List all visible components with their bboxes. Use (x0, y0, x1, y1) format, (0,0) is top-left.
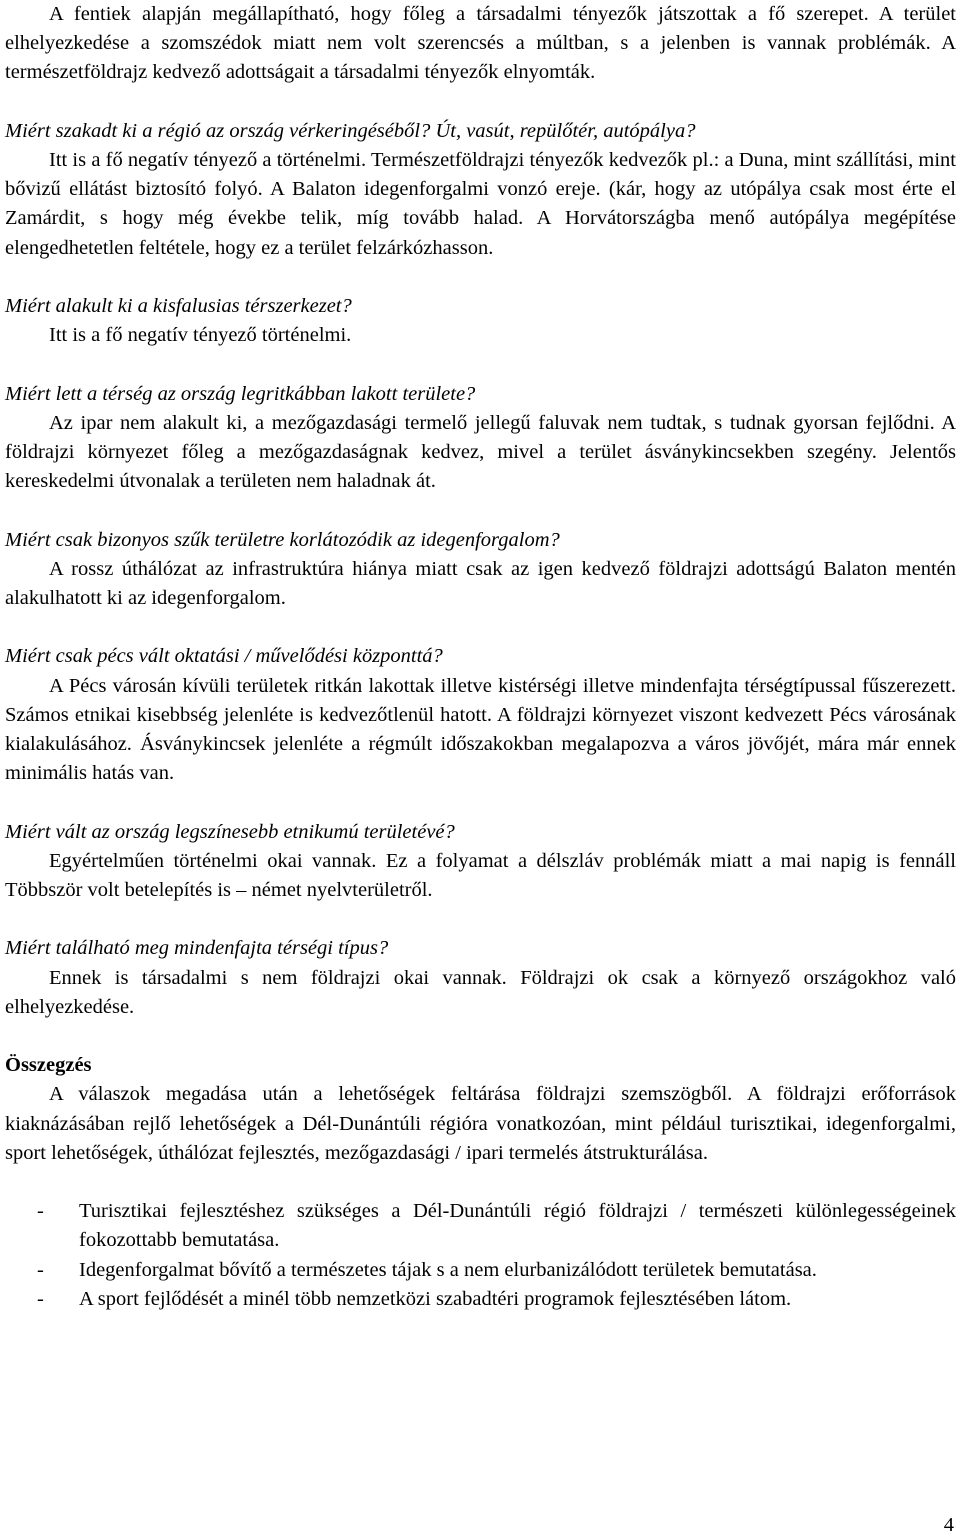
list-item (5, 1285, 956, 1314)
question-7: Miért található meg mindenfajta térségi típus? (5, 937, 389, 960)
list-item-text: Turisztikai fejlesztéshez szükséges a Dél-Dunántúli régió földrajzi / természeti különlegességeinek fokozottabb bemutatása. (79, 1200, 956, 1252)
question-5: Miért csak pécs vált oktatási / művelődési központtá? (5, 645, 443, 668)
question-2: Miért alakult ki a kisfalusias térszerkezet? (5, 295, 352, 317)
intro-paragraph: A fentiek alapján megállapítható, hogy főleg a társadalmi tényezők játszottak a fő szerepet. A terület elhelyezkedése a szomszédok miatt nem volt szerencsés a múltban, s a jelenben is vannak problémák. A természetföldrajz kedvező adottságait a társadalmi tényezők elnyomták. (5, 3, 956, 84)
question-1: Miért szakadt ki a régió az ország vérkeringéséből? Út, vasút, repülőtér, autópálya? (5, 119, 696, 142)
answer-7: Ennek is társadalmi s nem földrajzi okai vannak. Földrajzi ok csak a környező országokhoz való elhelyezkedése. (5, 966, 956, 1018)
list-item-text: Idegenforgalmat bővítő a természetes tájak s a nem elurbanizálódott területek bemutatása. (79, 1258, 817, 1281)
list-bullet: - (37, 1200, 44, 1223)
answer-4: A rossz úthálózat az infrastruktúra hiánya miatt csak az igen kedvező földrajzi adottságú Balaton mentén alakulhatott ki az idegenforgalom. (5, 557, 956, 609)
answer-1: Itt is a fő negatív tényező a történelmi. Természetföldrajzi tényezők kedvezők pl.: a Duna, mint szállítási, mint bővizű ellátást biztosító folyó. A Balaton idegenforgalmi vonzó ereje. (kár, hogy az utópálya csak most érte el Zamárdit, s hogy még évekbe telik, míg tovább halad. A Horvátországba menő autópálya megépítése elengedhetetlen feltétele, hogy ez a terület felzárkózhasson. (5, 149, 956, 259)
summary-paragraph: A válaszok megadása után a lehetőségek feltárása földrajzi szemszögből. A földrajzi erőforrások kiaknázásában rejlő lehetőségek a Dél-Dunántúli régióra vonatkozóan, mint például turisztikai, idegenforgalmi, sport lehetőségek, úthálózat fejlesztés, mezőgazdasági / ipari termelés átstrukturálása. (5, 1083, 956, 1164)
recommendation-list (5, 1197, 956, 1314)
list-item (5, 1256, 956, 1285)
summary-heading: Összegzés (5, 1054, 92, 1077)
answer-6: Egyértelműen történelmi okai vannak. Ez a folyamat a délszláv problémák miatt a mai napig is fennáll Többször volt betelepítés is – német nyelvterületről. (5, 849, 956, 901)
list-bullet: - (37, 1287, 44, 1310)
list-bullet: - (37, 1258, 44, 1281)
answer-5: A Pécs városán kívüli területek ritkán lakottak illetve kistérségi illetve mindenfajta térségtípussal fűszerezett. Számos etnikai kisebbség jelenléte is kedvezőtlenül hatott. A földrajzi környezet viszont kedvezett Pécs városának kialakulásához. Ásványkincsek jelenléte a régmúlt időszakokban megalapozva a város jövőjét, mára már ennek minimális hatás van. (5, 674, 956, 785)
page-number: 4 (943, 1514, 954, 1536)
list-item (5, 1197, 956, 1255)
question-4: Miért csak bizonyos szűk területre korlátozódik az idegenforgalom? (5, 528, 560, 551)
document-page (5, 0, 956, 1314)
question-3: Miért lett a térség az ország legritkábban lakott területe? (5, 382, 476, 405)
list-item-text: A sport fejlődését a minél több nemzetközi szabadtéri programok fejlesztésében látom. (79, 1287, 792, 1310)
answer-2: Itt is a fő negatív tényező történelmi. (49, 324, 352, 347)
question-6: Miért vált az ország legszínesebb etnikumú területévé? (5, 820, 455, 843)
answer-3: Az ipar nem alakult ki, a mezőgazdasági termelő jellegű faluvak nem tudtak, s tudnak gyorsan fejlődni. A földrajzi környezet főleg a mezőgazdaságnak kedvez, mivel a terület ásványkincsekben szegény. Jelentős kereskedelmi útvonalak a területen nem haladnak át. (5, 411, 956, 493)
